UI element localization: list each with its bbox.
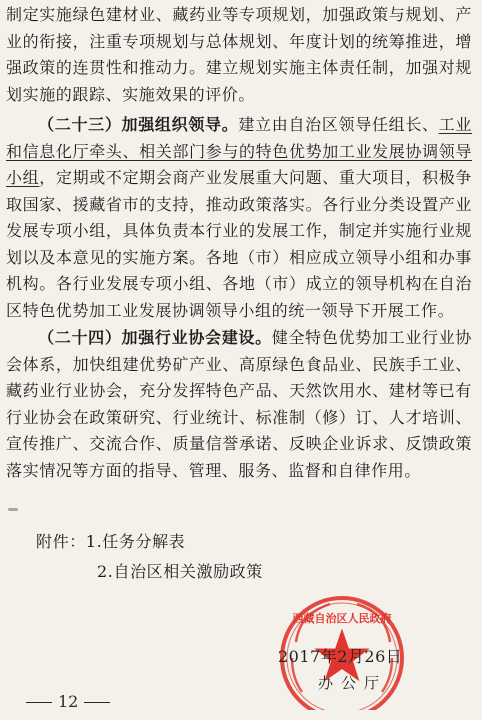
- dash-left: [26, 702, 52, 703]
- signature-office: 办公厅: [318, 674, 388, 692]
- signature-date: 2017年2月26日: [278, 647, 403, 666]
- page-number-value: 12: [58, 692, 79, 711]
- attachment-item-1: 附件：1.任务分解表: [36, 532, 186, 551]
- page-number: [20, 692, 116, 711]
- paragraph-23-heading: （二十三）加强组织领导。: [38, 115, 239, 134]
- paragraph-23-text-a: 建立由自治区领导任组长、: [238, 115, 439, 134]
- paragraph-planning: [6, 2, 472, 108]
- ink-smudge: [8, 508, 18, 511]
- paragraph-23-text-b: ，定期或不定期会商产业发展重大问题、重大项目，积极争取国家、援藏省市的支持，推动政策落实。各行业分类设置产业发展专项小组，具体负责本行业的发展工作，制定并实施行业规划以及本意见的实施方案。各地（市）相应成立领导小组和办事机构。各行业发展专项小组、各地（市）成立的领导机构在自治区特色优势加工业发展协调领导小组的统一领导下开展工作。: [6, 168, 472, 320]
- paragraph-24-text: 健全特色优势加工业行业协会体系，加快组建优势矿产业、高原绿色食品业、民族手工业、藏药业行业协会，充分发挥特色产品、天然饮用水、建材等已有行业协会在政策研究、行业统计、标准制（修）订、人才培训、宣传推广、交流合作、质量信誉承诺、反映企业诉求、反馈政策落实情况等方面的指导、管理、服务、监督和自律作用。: [6, 328, 472, 480]
- attachments-block: [36, 527, 263, 587]
- paragraph-24: [6, 325, 472, 484]
- seal-text: 西藏自治区人民政府: [292, 612, 392, 625]
- dash-right: [84, 702, 110, 703]
- paragraph-23-underlined: 工业和信息化厅牵头、相关部门参与的特色优势加工业发展协调领导小组: [6, 115, 473, 187]
- paragraph-planning-text: 制定实施绿色建材业、藏药业等专项规划，加强政策与规划、产业的衔接，注重专项规划与总体规划、年度计划的统筹推进，增强政策的连贯性和推动力。建立规划实施主体责任制，加强对规划实施的跟踪、实施效果的评价。: [6, 5, 472, 104]
- attachment-item-2: 2.自治区相关激励政策: [97, 562, 263, 581]
- paragraph-23: [6, 112, 472, 324]
- paragraph-24-heading: （二十四）加强行业协会建设。: [38, 328, 272, 347]
